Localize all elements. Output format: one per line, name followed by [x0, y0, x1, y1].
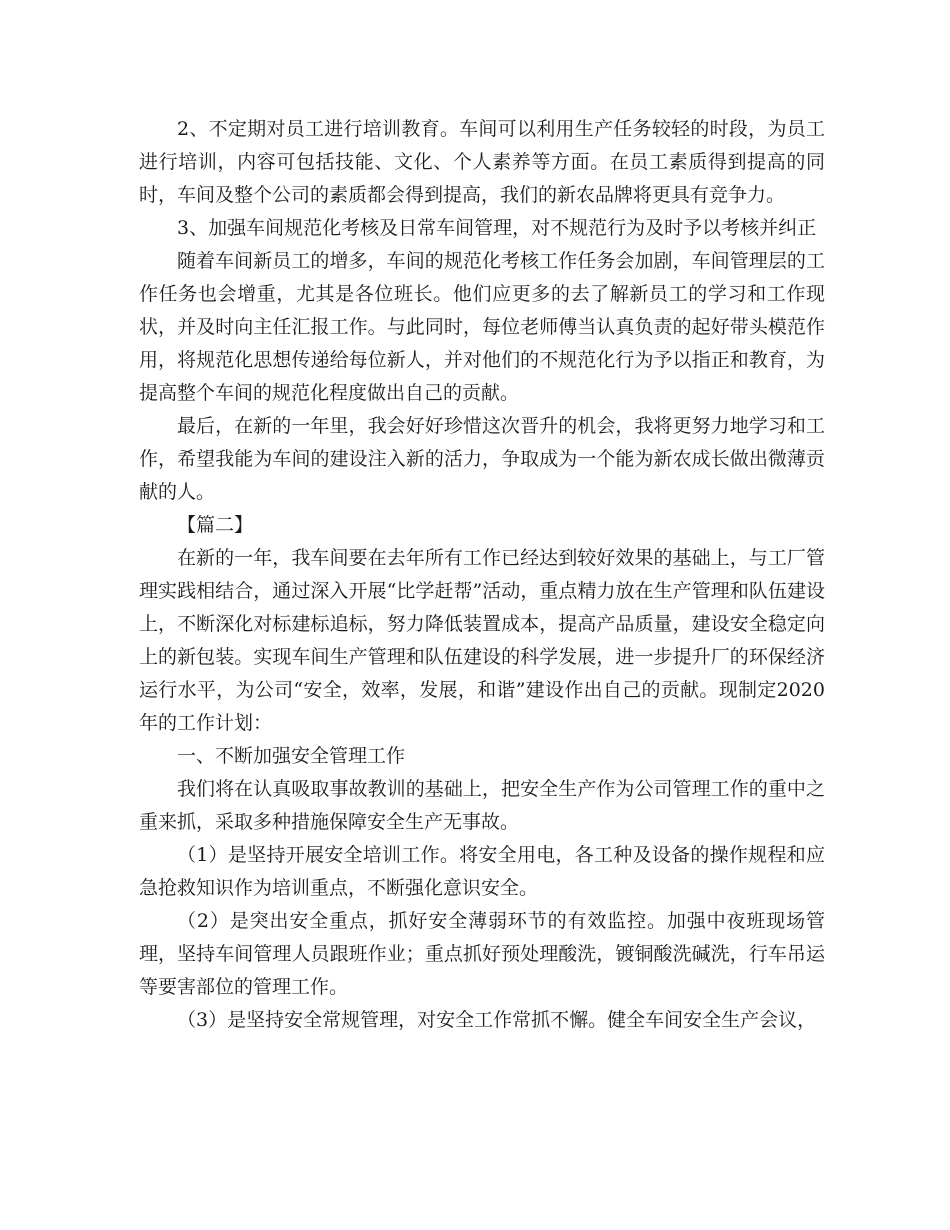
paragraph-annual-plan: 在新的一年，我车间要在去年所有工作已经达到较好效果的基础上，与工厂管理实践相结合，通过深入开展“比学赶帮”活动，重点精力放在生产管理和队伍建设上，不断深化对标建标追标，努力降低装置成本，提高产品质量，建设安全稳定向上的新包装。实现车间生产管理和队伍建设的科学发展，进一步提升厂的环保经济运行水平，为公司“安全，效率，发展，和谐”建设作出自己的贡献。现制定2020年的工作计划： — [139, 547, 825, 734]
paragraph-standardization-heading: 3、加强车间规范化考核及日常车间管理，对不规范行为及时予以考核并纠正 — [177, 217, 817, 239]
paragraph-conclusion: 最后，在新的一年里，我会好好珍惜这次晋升的机会，我将更努力地学习和工作，希望我能为车间的建设注入新的活力，争取成为一个能为新农成长做出微薄贡献的人。 — [139, 415, 825, 503]
list-item-safety-routine: （3）是坚持安全常规管理，对安全工作常抓不懈。健全车间安全生产会议， — [177, 1009, 817, 1031]
paragraph-new-staff: 随着车间新员工的增多，车间的规范化考核工作任务会加剧，车间管理层的工作任务也会增重，尤其是各位班长。他们应更多的去了解新员工的学习和工作现状，并及时向主任汇报工作。与此同时，每位老师傅当认真负责的起好带头模范作用，将规范化思想传递给每位新人，并对他们的不规范化行为予以指正和教育，为提高整个车间的规范化程度做出自己的贡献。 — [139, 250, 825, 404]
paragraph-safety-intro: 我们将在认真吸取事故教训的基础上，把安全生产作为公司管理工作的重中之重来抓，采取多种措施保障安全生产无事故。 — [139, 778, 825, 833]
paragraph-training: 2、不定期对员工进行培训教育。车间可以利用生产任务较轻的时段，为员工进行培训，内容可包括技能、文化、个人素养等方面。在员工素质得到提高的同时，车间及整个公司的素质都会得到提高，我们的新农品牌将更具有竞争力。 — [139, 118, 825, 206]
document-body — [139, 113, 825, 1037]
subsection-title-safety: 一、不断加强安全管理工作 — [177, 745, 406, 767]
list-item-safety-monitoring: （2）是突出安全重点，抓好安全薄弱环节的有效监控。加强中夜班现场管理，坚持车间管理人员跟班作业；重点抓好预处理酸洗，镀铜酸洗碱洗，行车吊运等要害部位的管理工作。 — [139, 910, 825, 998]
section-title-part-two: 【篇二】 — [177, 514, 254, 536]
list-item-safety-training: （1）是坚持开展安全培训工作。将安全用电，各工种及设备的操作规程和应急抢救知识作为培训重点，不断强化意识安全。 — [139, 844, 825, 899]
